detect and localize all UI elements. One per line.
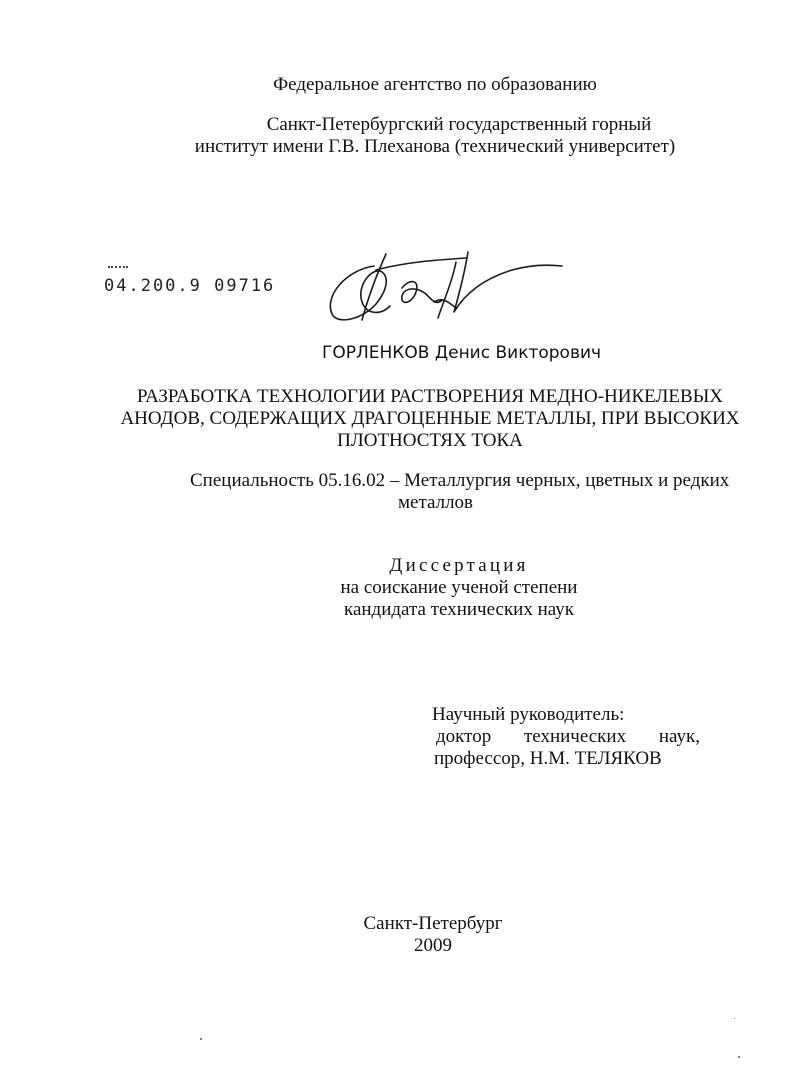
- institute-name-line2: институт имени Г.В. Плеханова (технический университет): [194, 136, 676, 157]
- degree-line1: на соискание ученой степени: [340, 577, 578, 598]
- advisor-name: профессор, Н.М. ТЕЛЯКОВ: [434, 748, 662, 769]
- advisor-degree-word: технических: [523, 726, 627, 747]
- institute-name-line1: Санкт-Петербургский государственный горный: [266, 114, 652, 135]
- document-type-heading: Диссертация: [389, 555, 529, 576]
- title-line: ПЛОТНОСТЯХ ТОКА: [337, 430, 523, 451]
- advisor-degree-word: наук,: [658, 726, 700, 747]
- scan-speck: [734, 1018, 735, 1019]
- advisor-degree-word: доктор: [436, 726, 492, 747]
- city: Санкт-Петербург: [363, 913, 503, 934]
- specialty-line1: Специальность 05.16.02 – Металлургия черных, цветных и редких: [190, 470, 730, 491]
- specialty-line2: металлов: [398, 492, 474, 513]
- author-name: ГОРЛЕНКОВ Денис Викторович: [322, 343, 602, 363]
- title-line: РАЗРАБОТКА ТЕХНОЛОГИИ РАСТВОРЕНИЯ МЕДНО-НИКЕЛЕВЫХ: [136, 386, 723, 407]
- degree-line2: кандидата технических наук: [344, 599, 574, 620]
- dissertation-title: [100, 386, 760, 452]
- registration-mark: [108, 266, 128, 270]
- author-signature: [316, 248, 566, 328]
- advisor-label: Научный руководитель:: [432, 704, 625, 725]
- scan-speck: [200, 1038, 202, 1040]
- scan-speck: [738, 1056, 740, 1058]
- year: 2009: [414, 935, 452, 956]
- advisor-degree: [436, 726, 700, 748]
- registration-number: 04.200.9 09716: [104, 276, 276, 296]
- title-line: АНОДОВ, СОДЕРЖАЩИХ ДРАГОЦЕННЫЕ МЕТАЛЛЫ, ПРИ ВЫСОКИХ: [120, 408, 740, 429]
- agency-name: Федеральное агентство по образованию: [273, 74, 597, 95]
